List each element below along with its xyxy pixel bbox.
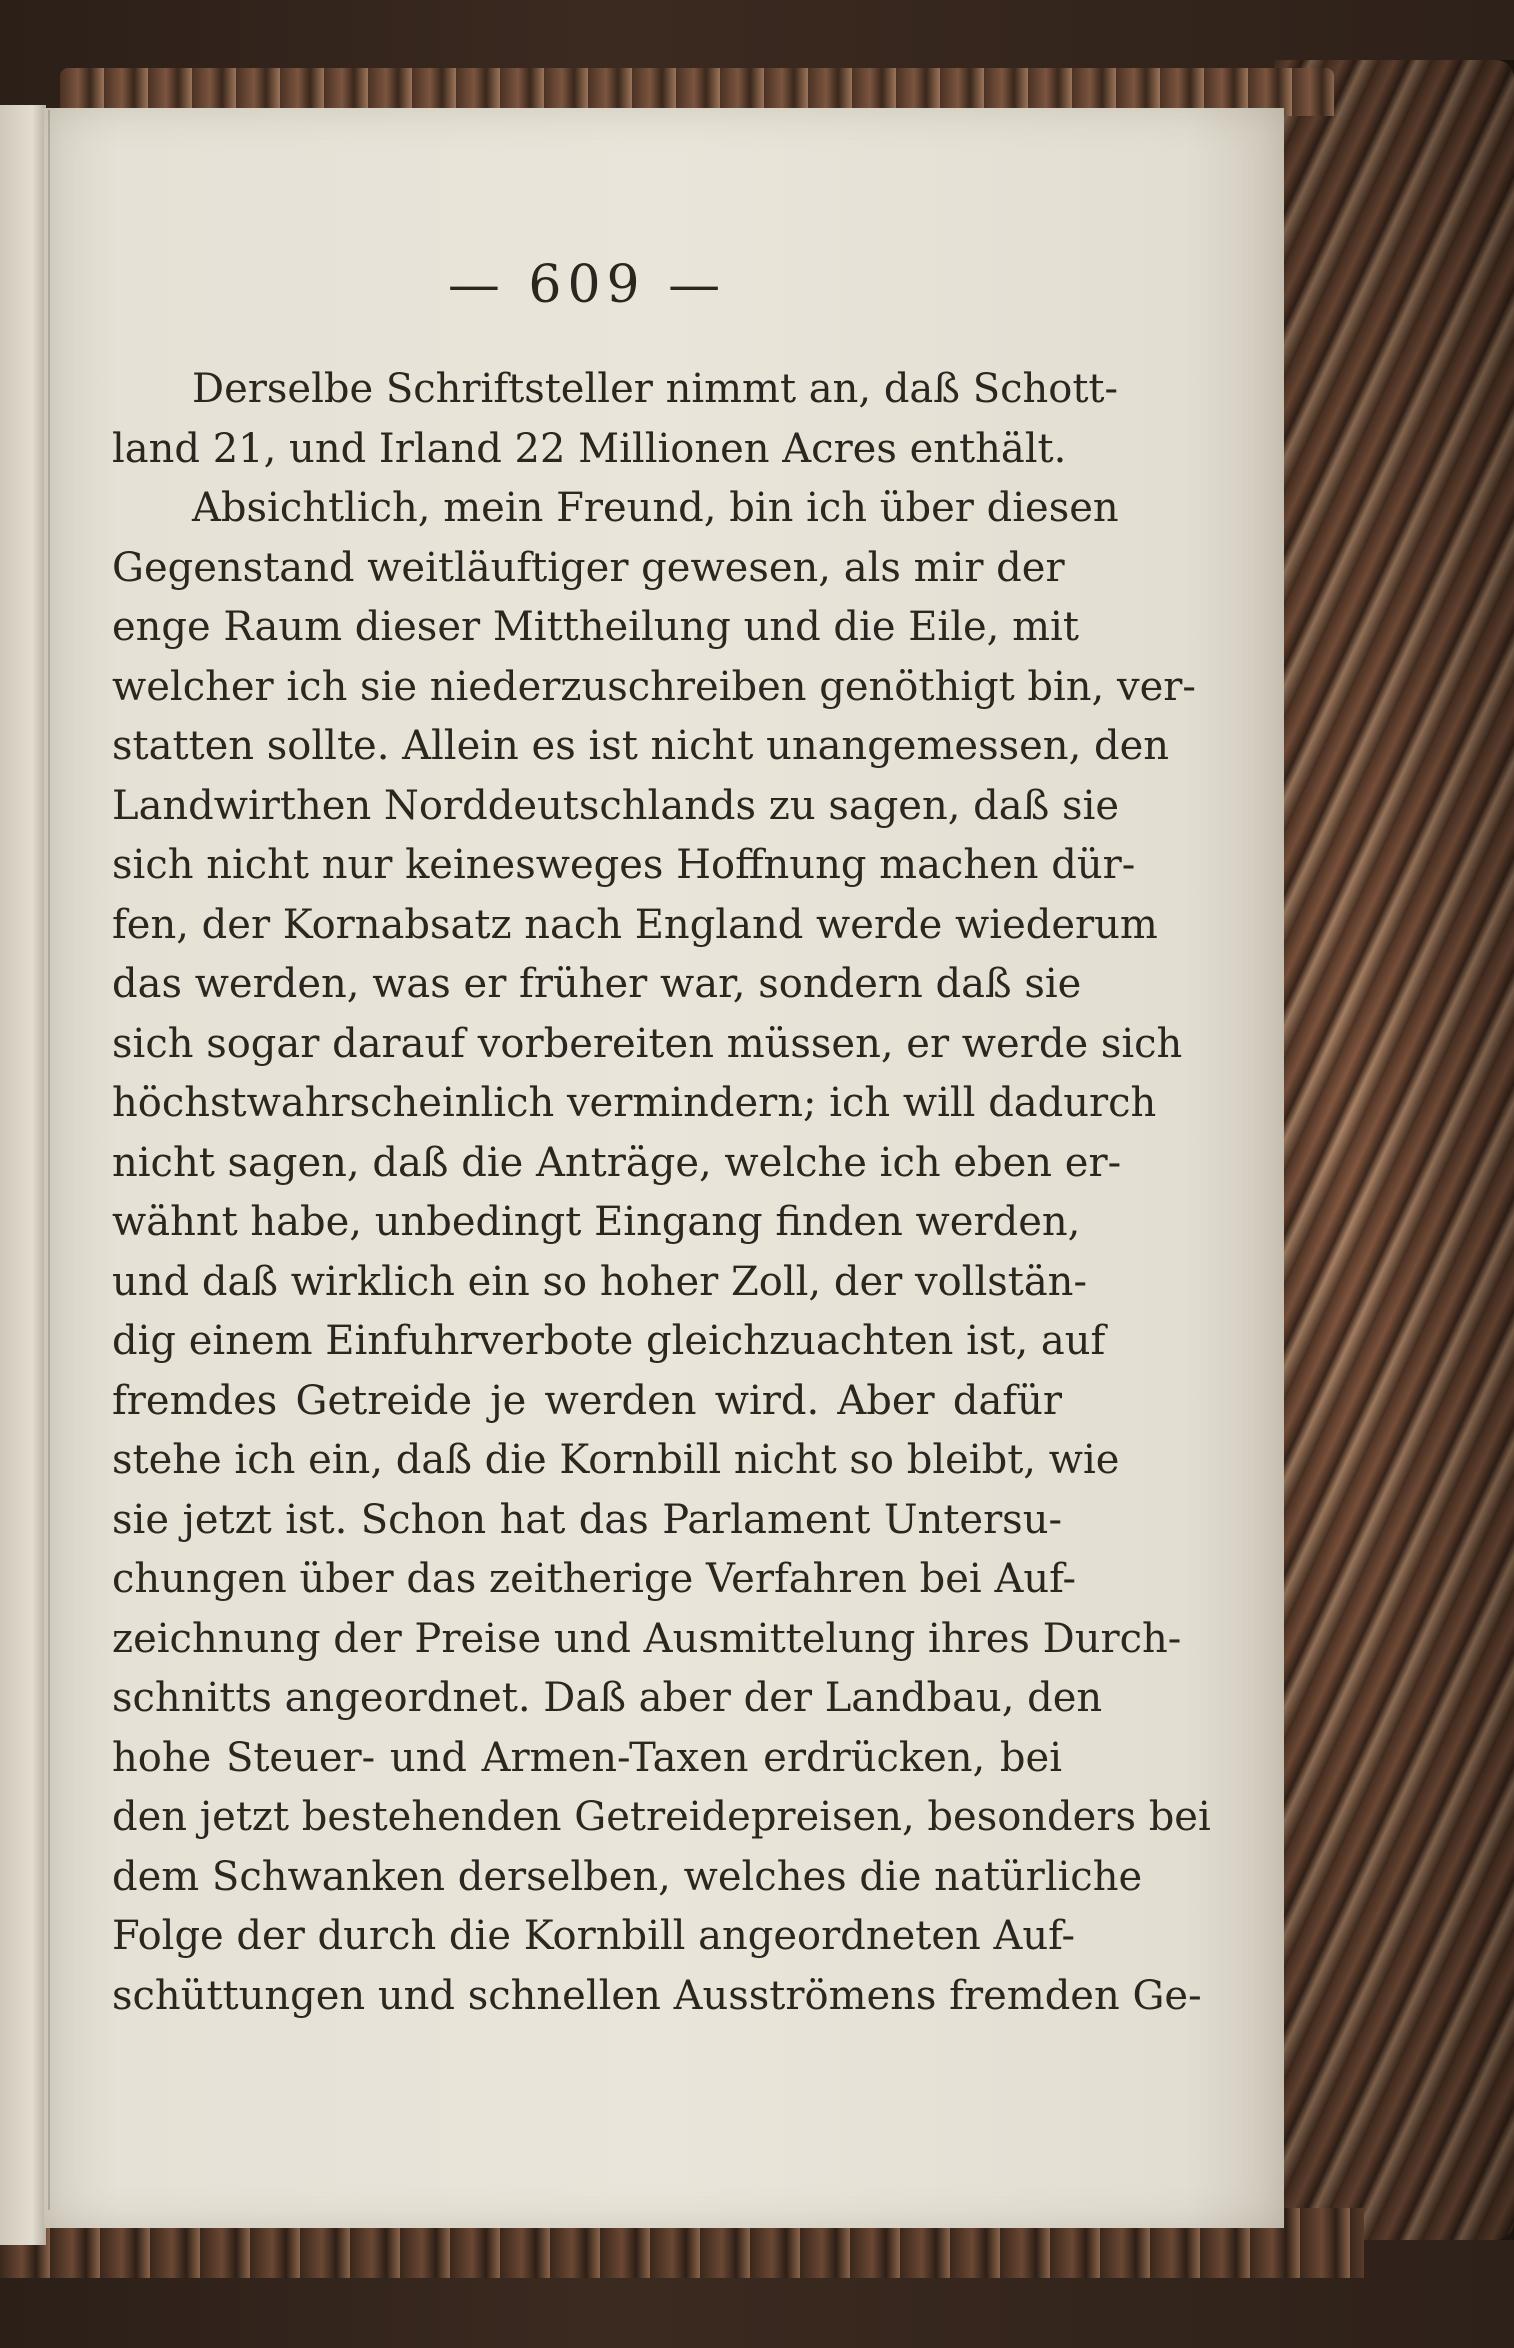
text-line: sich sogar darauf vorbereiten müssen, er werde sich: [112, 1020, 1183, 1067]
text-line: Landwirthen Norddeutschlands zu sagen, daß sie: [112, 782, 1120, 829]
text-line: und daß wirklich ein so hoher Zoll, der vollstän-: [112, 1258, 1087, 1305]
text-line: höchstwahrscheinlich vermindern; ich will dadurch: [112, 1080, 1157, 1126]
facing-page-edge: [0, 105, 46, 2245]
text-line: zeichnung der Preise und Ausmittelung ihres Durch-: [112, 1615, 1182, 1662]
text-lines: [112, 360, 1211, 2026]
text-line: stehe ich ein, daß die Kornbill nicht so bleibt, wie: [112, 1437, 1120, 1483]
text-line: fen, der Kornabsatz nach England werde wiederum: [112, 901, 1158, 948]
text-line: statten sollte. Allein es ist nicht unangemessen, den: [112, 723, 1170, 769]
text-line: Absichtlich, mein Freund, bin ich über diesen: [192, 485, 1119, 531]
text-line: nicht sagen, daß die Anträge, welche ich eben er-: [112, 1139, 1122, 1186]
text-line: hohe Steuer- und Armen-Taxen erdrücken, bei: [112, 1734, 1062, 1781]
text-line: dem Schwanken derselben, welches die natürliche: [112, 1853, 1143, 1900]
text-line: Gegenstand weitläuftiger gewesen, als mir der: [112, 544, 1065, 591]
text-line: Derselbe Schriftsteller nimmt an, daß Schott-: [192, 366, 1119, 412]
text-line: enge Raum dieser Mittheilung und die Eile, mit: [112, 604, 1079, 650]
text-line: land 21, und Irland 22 Millionen Acres enthält.: [112, 425, 1067, 472]
text-line: dig einem Einfuhrverbote gleichzuachten ist, auf: [112, 1318, 1106, 1364]
text-line: welcher ich sie niederzuschreiben genöthigt bin, ver-: [112, 663, 1196, 710]
text-line: schnitts angeordnet. Daß aber der Landbau, den: [112, 1675, 1103, 1721]
text-line: chungen über das zeitherige Verfahren bei Auf-: [112, 1556, 1076, 1602]
book-cover-edge: [1274, 60, 1514, 2240]
text-line: sich nicht nur keinesweges Hoffnung machen dür-: [112, 842, 1136, 888]
page-text: [112, 250, 1211, 2026]
text-line: wähnt habe, unbedingt Eingang finden werden,: [112, 1199, 1081, 1245]
page-gutter: [48, 110, 50, 2210]
text-line: sie jetzt ist. Schon hat das Parlament Untersu-: [112, 1496, 1062, 1543]
text-line: den jetzt bestehenden Getreidepreisen, besonders bei: [112, 1794, 1211, 1840]
page-number: — 609 —: [447, 255, 727, 315]
text-line: fremdes Getreide je werden wird. Aber dafür: [112, 1377, 1062, 1424]
text-line: Folge der durch die Kornbill angeordneten Auf-: [112, 1913, 1076, 1959]
text-line: das werden, was er früher war, sondern daß sie: [112, 961, 1082, 1007]
text-line: schüttungen und schnellen Ausströmens fremden Ge-: [112, 1972, 1202, 2019]
